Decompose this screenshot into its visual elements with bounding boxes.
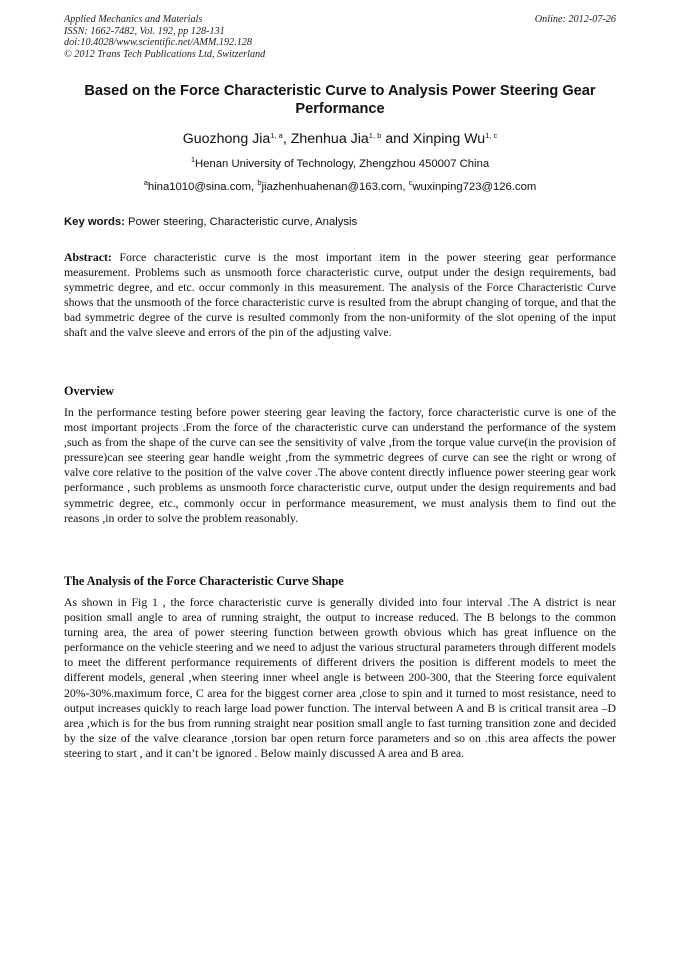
- paper-title: Based on the Force Characteristic Curve to Analysis Power Steering Gear Performance: [84, 83, 596, 117]
- keywords-label: Key words:: [64, 216, 125, 228]
- issn-line: ISSN: 1662-7482, Vol. 192, pp 128-131: [64, 25, 225, 37]
- author-name: Guozhong Jia: [182, 131, 271, 147]
- journal-name: Applied Mechanics and Materials: [64, 14, 203, 25]
- email-address: wuxinping723@126.com: [412, 181, 537, 193]
- author-superscript: 1, c: [485, 131, 498, 140]
- author-superscript: 1, a: [270, 131, 283, 140]
- abstract-paragraph: [64, 250, 616, 341]
- section-heading-overview: Overview: [64, 384, 115, 398]
- affiliation-superscript: 1: [190, 155, 196, 164]
- doi-line: doi:10.4028/www.scientific.net/AMM.192.128: [64, 37, 252, 49]
- author-list: [64, 130, 616, 148]
- author-name: Xinping Wu: [412, 131, 486, 147]
- email-superscript: a: [143, 178, 148, 187]
- overview-paragraph: In the performance testing before power steering gear leaving the factory, force characteristic curve is one of the most important projects .From the force of the characteristic curve can understand the performance of the system ,such as from the shape of the curve can see the sensitivity of valve ,from the torque value curve(in the provision of pressure)can see steering gear handle weight ,from the symmetric degrees of curve can see the right or wrong of valve core relative to the position of the valve cover .The above content directly influence power steering gear work performance , such problems as unsmooth force characteristic curve, output under the design requirements and bad symmetric degree, etc., commonly occur in performance measurement, we must analysis them to find out the reasons ,in order to solve the problem reasonably.: [64, 405, 616, 525]
- author-superscript: 1, b: [368, 131, 382, 140]
- copyright-line: © 2012 Trans Tech Publications Ltd, Switzerland: [64, 48, 266, 60]
- email-list: [64, 180, 616, 194]
- affiliation-text: Henan University of Technology, Zhengzhou 450007 China: [195, 158, 490, 170]
- keywords-text: Power steering, Characteristic curve, Analysis: [124, 216, 358, 228]
- author-separator: and: [381, 131, 413, 147]
- abstract-text: Force characteristic curve is the most important item in the power steering gear performance measurement. Problems such as unsmooth force characteristic curve, output under the design requirements, bad symmetric degree, and etc. occur commonly in this measurement. The analysis of the Force Characteristic Curve shows that the unsmooth of the force characteristic curve is resulted from the abrupt changing of torque, and that the bad symmetric degree of the curve is resulted commonly from the non-uniformity of the slot opening of the input shaft and the valve sleeve and errors of the pin of the adjusting valve.: [64, 250, 616, 340]
- journal-header: [64, 14, 616, 60]
- keywords: [64, 215, 616, 229]
- email-address: jiazhenhuahenan@163.com,: [261, 181, 409, 193]
- section-heading-analysis: The Analysis of the Force Characteristic Curve Shape: [64, 574, 344, 588]
- email-address: hina1010@sina.com,: [147, 181, 258, 193]
- online-date: Online: 2012-07-26: [534, 14, 616, 25]
- email-superscript: b: [257, 178, 262, 187]
- affiliation: [64, 157, 616, 171]
- author-separator: ,: [282, 131, 291, 147]
- analysis-paragraph: As shown in Fig 1 , the force characteristic curve is generally divided into four interval .The A district is near position small angle to area of running straight, the output to increase reduced. The B belongs to the common turning area, the area of power steering function between growth obvious which has great influence on the performance on the vehicle steering and we need to adjust the various structural parameters through different models to meet the different performance requirements of different drivers the position is different models to meet the different models, general ,when steering inner wheel angle is between 200-300, that the Steering force equivalent 20%-30%.maximum force, C area for the biggest corner area ,close to spin and it turned to most resistance, need to output increases quickly to reach large load power function. The interval between A and B is critical transit area –D area ,which is for the bus from running straight near position small angle to fast turning transition zone and decided by the size of the valve clearance ,torsion bar open return force parameters and so on .this area affects the power steering to start , and it can’t be ignored . Below mainly discussed A area and B area.: [64, 595, 616, 760]
- abstract-label: Abstract:: [64, 250, 112, 264]
- author-name: Zhenhua Jia: [290, 131, 369, 147]
- email-superscript: c: [408, 178, 413, 187]
